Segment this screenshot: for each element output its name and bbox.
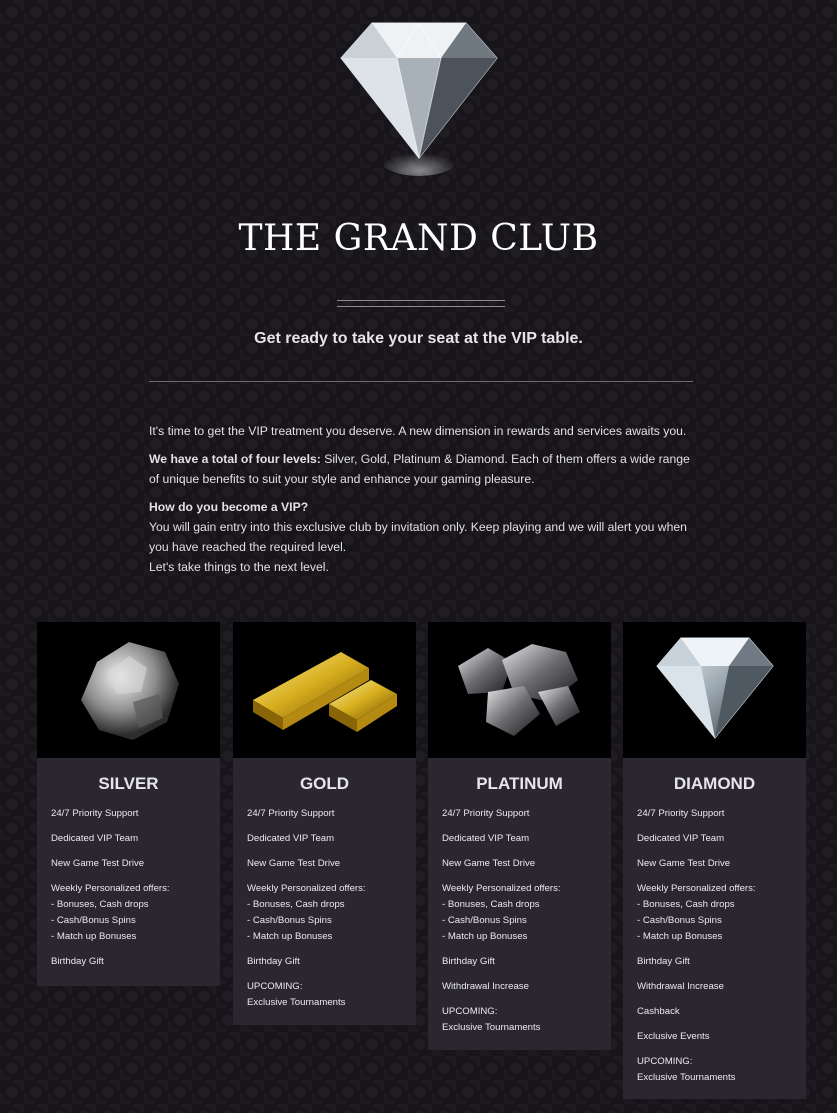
intro-paragraph-2 bbox=[149, 449, 699, 489]
benefit-item: Withdrawal Increase bbox=[637, 981, 724, 992]
level-card-diamond bbox=[623, 622, 806, 1099]
level-card-gold bbox=[233, 622, 416, 1025]
intro-paragraph-3 bbox=[149, 497, 699, 577]
benefit-item: Dedicated VIP Team bbox=[247, 833, 335, 844]
benefit-item: Cashback bbox=[637, 1006, 680, 1017]
benefit-item: New Game Test Drive bbox=[51, 858, 145, 869]
diamond-icon bbox=[623, 622, 806, 758]
benefit-item: Weekly Personalized offers: - Bonuses, Cash drops - Cash/Bonus Spins - Match up Bonuses bbox=[51, 883, 170, 942]
benefit-item: Weekly Personalized offers: - Bonuses, Cash drops - Cash/Bonus Spins - Match up Bonuses bbox=[247, 883, 366, 942]
benefit-item: Withdrawal Increase bbox=[442, 981, 529, 992]
benefits-list bbox=[623, 802, 806, 1103]
benefit-item: New Game Test Drive bbox=[247, 858, 341, 869]
benefit-item: Dedicated VIP Team bbox=[637, 833, 725, 844]
benefit-item: Birthday Gift bbox=[247, 956, 300, 967]
benefit-item: UPCOMING: Exclusive Tournaments bbox=[442, 1006, 541, 1033]
level-name: GOLD bbox=[299, 774, 350, 793]
benefit-item: Exclusive Events bbox=[637, 1031, 710, 1042]
benefit-item: Weekly Personalized offers: - Bonuses, Cash drops - Cash/Bonus Spins - Match up Bonuses bbox=[442, 883, 561, 942]
benefit-item: Weekly Personalized offers: - Bonuses, Cash drops - Cash/Bonus Spins - Match up Bonuses bbox=[637, 883, 756, 942]
benefits-list bbox=[428, 802, 611, 1053]
level-name: SILVER bbox=[98, 774, 159, 793]
benefit-item: 24/7 Priority Support bbox=[51, 808, 139, 819]
level-card-silver bbox=[37, 622, 220, 986]
benefit-item: Dedicated VIP Team bbox=[442, 833, 530, 844]
benefit-item: Birthday Gift bbox=[637, 956, 690, 967]
levels-lead: We have a total of four levels: bbox=[149, 452, 321, 466]
benefit-item: New Game Test Drive bbox=[637, 858, 731, 869]
title-divider bbox=[337, 300, 505, 307]
section-divider bbox=[149, 381, 693, 382]
benefit-item: 24/7 Priority Support bbox=[247, 808, 335, 819]
benefit-item: 24/7 Priority Support bbox=[637, 808, 725, 819]
next-level-text: Let's take things to the next level. bbox=[149, 560, 329, 574]
benefits-list bbox=[233, 802, 416, 1028]
how-to-become-vip-heading: How do you become a VIP? bbox=[149, 500, 309, 514]
gold-bars-icon bbox=[233, 622, 416, 758]
benefit-item: Birthday Gift bbox=[51, 956, 104, 967]
page-title: THE GRAND CLUB bbox=[238, 218, 599, 259]
benefit-item: Birthday Gift bbox=[442, 956, 495, 967]
diamond-icon bbox=[337, 8, 501, 178]
silver-nugget-icon bbox=[37, 622, 220, 758]
benefit-item: UPCOMING: Exclusive Tournaments bbox=[247, 981, 346, 1008]
page-subtitle: Get ready to take your seat at the VIP table. bbox=[254, 330, 583, 347]
intro-text bbox=[149, 421, 699, 585]
invitation-text: You will gain entry into this exclusive club by invitation only. Keep playing and we will alert you when you have reached the required level. bbox=[149, 520, 687, 554]
benefit-item: New Game Test Drive bbox=[442, 858, 536, 869]
benefit-item: UPCOMING: Exclusive Tournaments bbox=[637, 1056, 736, 1083]
level-name: DIAMOND bbox=[673, 774, 756, 793]
levels-description: Silver, Gold, Platinum & Diamond. Each of them offers a wide range of unique benefits to suit your style and enhance your gaming pleasure. bbox=[149, 452, 690, 486]
level-name: PLATINUM bbox=[476, 774, 563, 793]
benefits-list bbox=[37, 802, 220, 987]
intro-paragraph-1: It's time to get the VIP treatment you deserve. A new dimension in rewards and services awaits you. bbox=[149, 424, 687, 438]
benefit-item: 24/7 Priority Support bbox=[442, 808, 530, 819]
level-card-platinum bbox=[428, 622, 611, 1050]
platinum-ore-icon bbox=[428, 622, 611, 758]
benefit-item: Dedicated VIP Team bbox=[51, 833, 139, 844]
